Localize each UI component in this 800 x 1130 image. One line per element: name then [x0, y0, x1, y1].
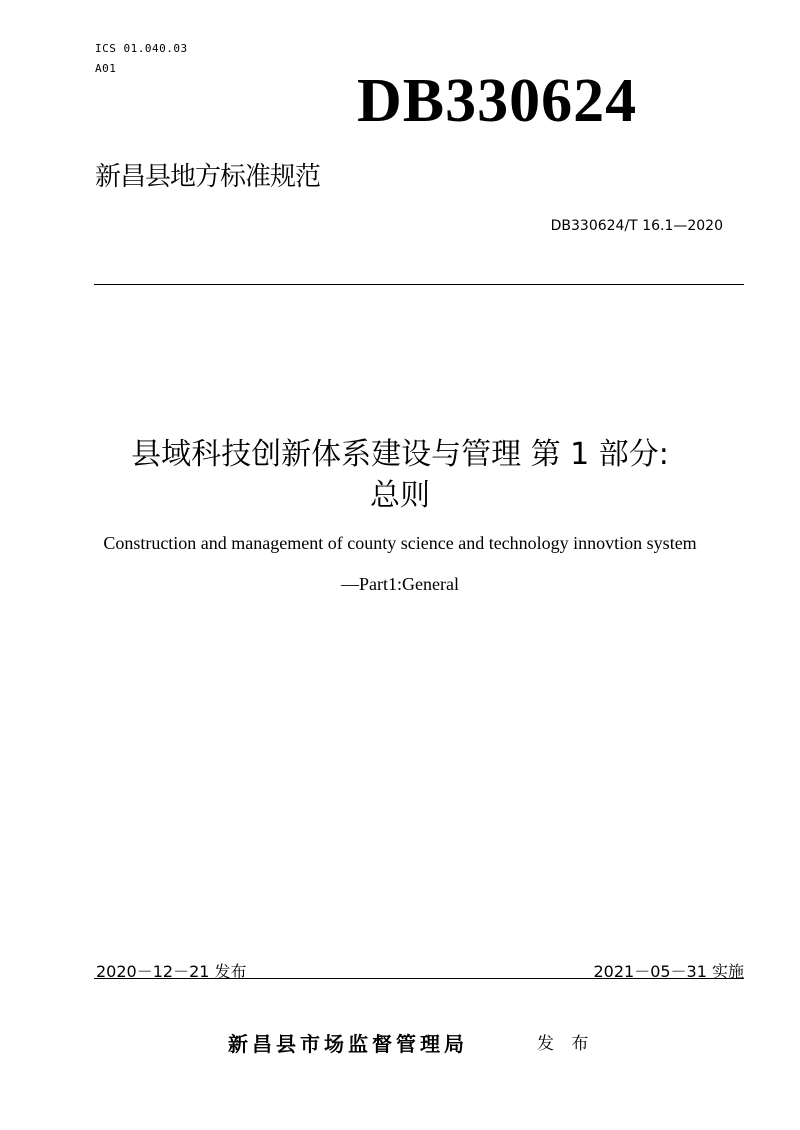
header-divider — [94, 284, 744, 285]
footer-divider — [94, 978, 744, 979]
ics-code: ICS 01.040.03 — [95, 42, 188, 55]
issuing-authority: 新昌县市场监督管理局 — [228, 1032, 468, 1056]
title-english-line-1: Construction and management of county science and technology innovtion system — [103, 533, 697, 553]
title-chinese-line-2: 总则 — [370, 478, 430, 513]
standard-type: 新昌县地方标准规范 — [95, 162, 321, 192]
standard-number: DB330624/T 16.1—2020 — [550, 218, 723, 234]
title-english-line-2: —Part1:General — [341, 574, 459, 594]
issue-date: 2020－12－21 发布 — [96, 962, 247, 981]
standard-code-large: DB330624 — [357, 67, 638, 135]
issue-label: 发 布 — [537, 1034, 595, 1054]
implementation-date: 2021－05－31 实施 — [593, 962, 744, 981]
title-chinese-line-1: 县域科技创新体系建设与管理 第 1 部分: — [131, 437, 669, 472]
ccs-code: A01 — [95, 62, 117, 75]
